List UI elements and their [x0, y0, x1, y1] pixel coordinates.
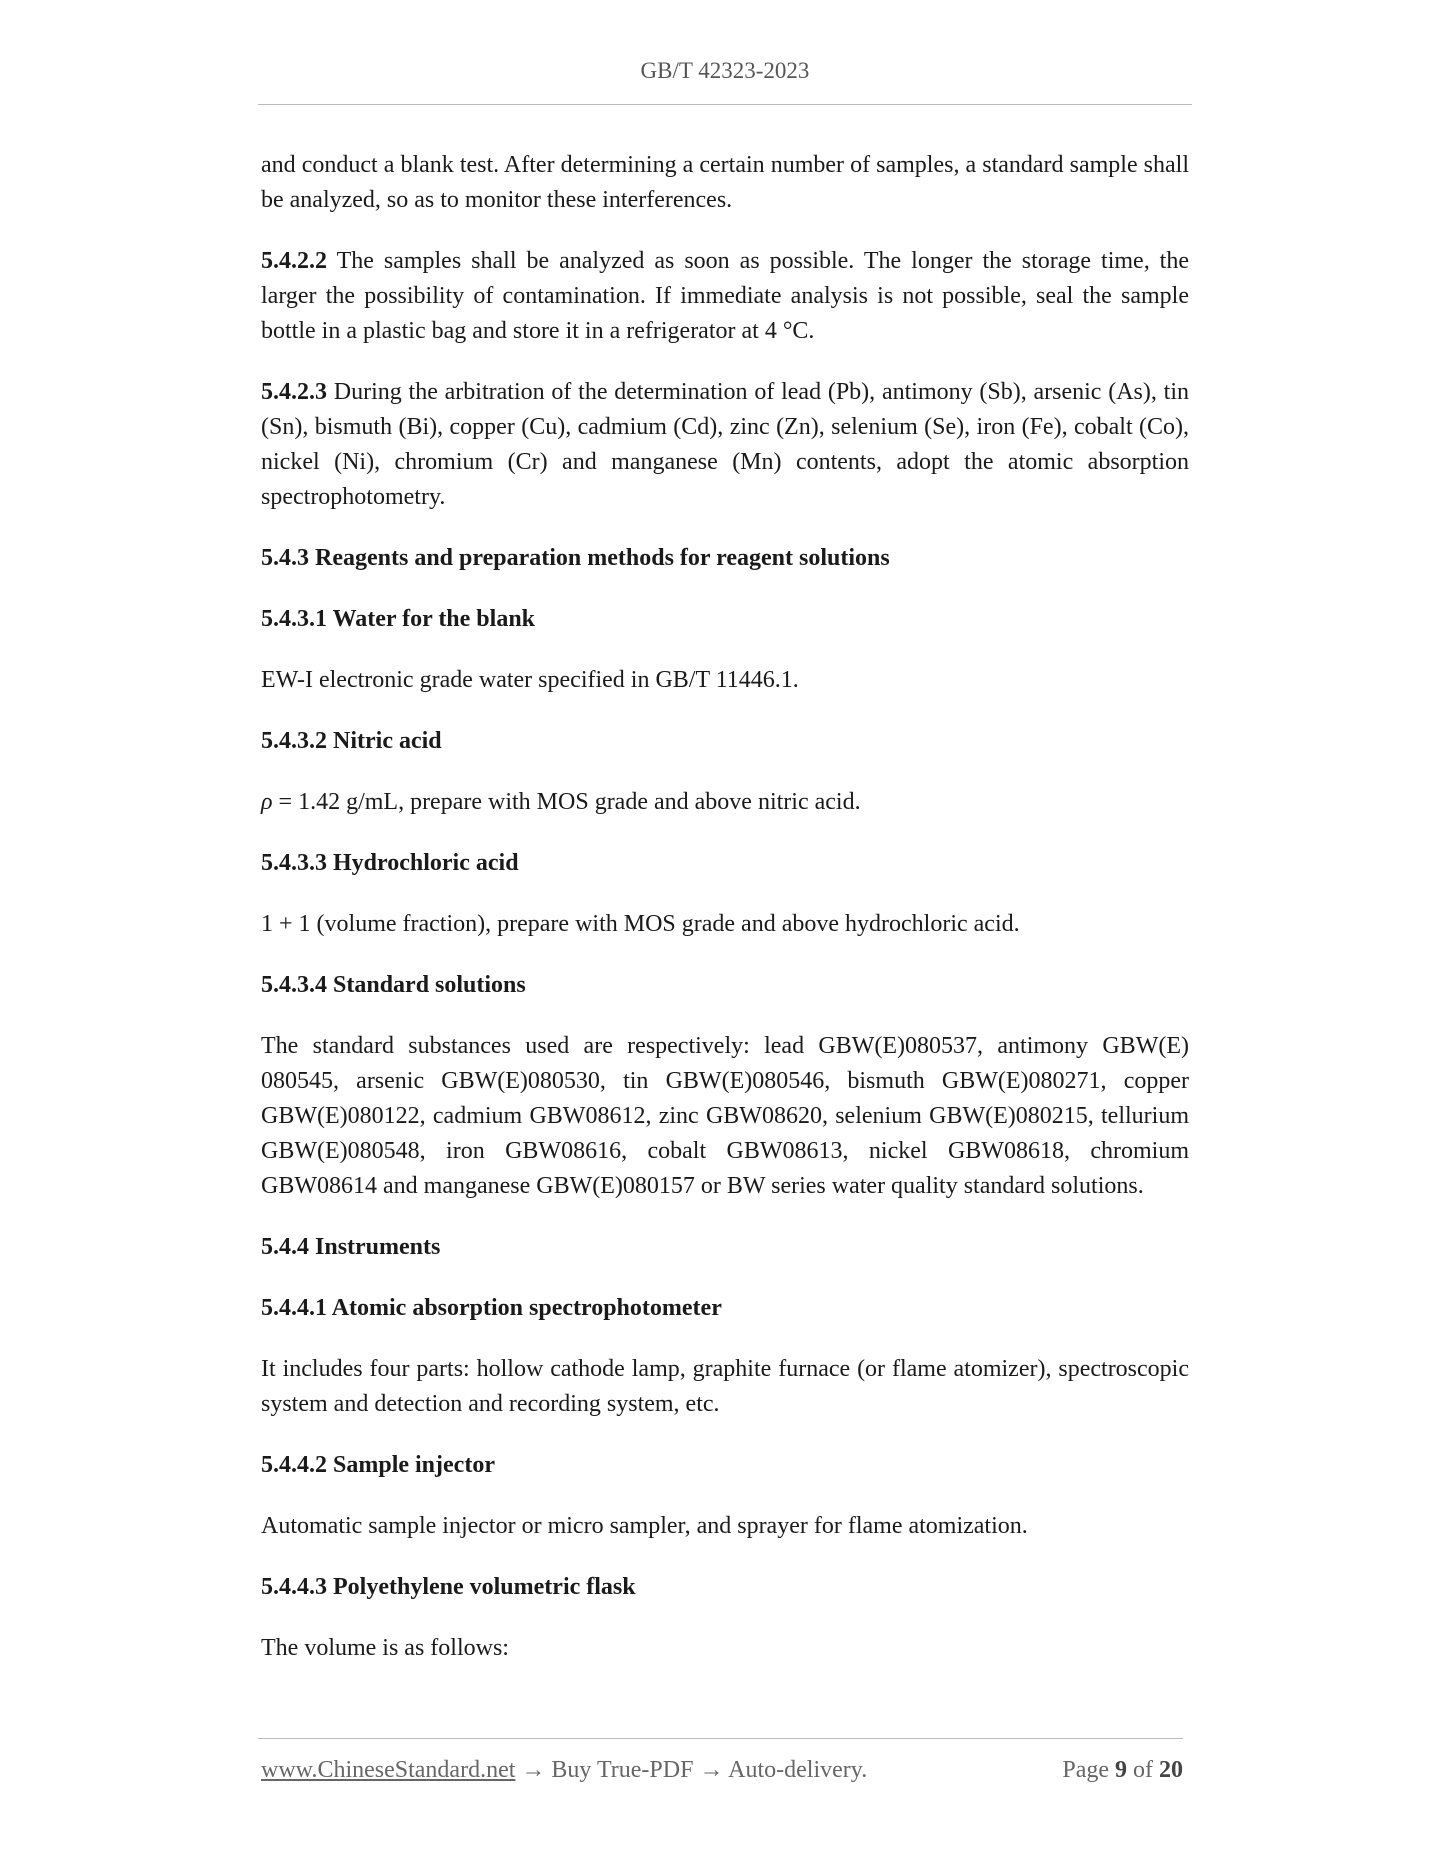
clause-number: 5.4.2.3: [261, 379, 327, 405]
page-current: 9: [1115, 1757, 1127, 1783]
site-link[interactable]: www.ChineseStandard.net: [261, 1757, 516, 1783]
buy-pdf-text: Buy True-PDF: [551, 1757, 694, 1783]
density-symbol: ρ: [261, 789, 273, 815]
heading-5-4-3-3: 5.4.3.3 Hydrochloric acid: [261, 850, 519, 876]
heading-5-4-3-2: 5.4.3.2 Nitric acid: [261, 728, 442, 754]
page-of: of: [1133, 1757, 1153, 1783]
clause-5-4-2-2: [261, 244, 1189, 349]
page-label: Page: [1062, 1757, 1109, 1783]
heading-5-4-4-3: 5.4.4.3 Polyethylene volumetric flask: [261, 1574, 636, 1600]
page-total: 20: [1159, 1757, 1183, 1783]
paragraph-5-4-4-2: Automatic sample injector or micro sampler, and sprayer for flame atomization.: [261, 1513, 1028, 1539]
header-divider: [258, 104, 1192, 105]
heading-5-4-3-4: 5.4.3.4 Standard solutions: [261, 972, 526, 998]
footer-divider: [258, 1738, 1183, 1739]
paragraph-5-4-3-3: 1 + 1 (volume fraction), prepare with MOS grade and above hydrochloric acid.: [261, 911, 1020, 937]
heading-5-4-3-1: 5.4.3.1 Water for the blank: [261, 606, 536, 632]
clause-number: 5.4.2.2: [261, 248, 327, 274]
heading-5-4-3: 5.4.3 Reagents and preparation methods for reagent solutions: [261, 545, 890, 571]
paragraph-continuation: and conduct a blank test. After determining a certain number of samples, a standard sample shall be analyzed, so as to monitor these interferences.: [261, 152, 1189, 213]
heading-5-4-4-1: 5.4.4.1 Atomic absorption spectrophotometer: [261, 1295, 722, 1321]
arrow-right-icon: →: [693, 1757, 729, 1783]
paragraph-5-4-4-1: It includes four parts: hollow cathode lamp, graphite furnace (or flame atomizer), spectroscopic system and detection and recording system, etc.: [261, 1356, 1189, 1417]
paragraph-5-4-3-1: EW-I electronic grade water specified in GB/T 11446.1.: [261, 667, 799, 693]
paragraph-5-4-4-3: The volume is as follows:: [261, 1635, 509, 1661]
clause-5-4-2-3: [261, 375, 1189, 515]
clause-text: During the arbitration of the determination of lead (Pb), antimony (Sb), arsenic (As), tin (Sn), bismuth (Bi), copper (Cu), cadmium (Cd), zinc (Zn), selenium (Se), iron (Fe), cobalt (Co), nickel (Ni), chromium (Cr) and manganese (Mn) contents, adopt the atomic absorption spectrophotometry.: [261, 379, 1190, 510]
paragraph-5-4-3-4: The standard substances used are respectively: lead GBW(E)080537, antimony GBW(E) 080545, arsenic GBW(E)080530, tin GBW(E)080546, bismuth GBW(E)080271, copper GBW(E)080122, cadmium GBW08612, zinc GBW08620, selenium GBW(E)080215, tellurium GBW(E)080548, iron GBW08616, cobalt GBW08613, nickel GBW08618, chromium GBW08614 and manganese GBW(E)080157 or BW series water quality standard solutions.: [261, 1033, 1189, 1199]
paragraph-5-4-3-2: [261, 785, 1189, 820]
density-text: = 1.42 g/mL, prepare with MOS grade and above nitric acid.: [272, 789, 861, 815]
running-header: GB/T 42323-2023: [640, 58, 810, 83]
heading-5-4-4: 5.4.4 Instruments: [261, 1234, 441, 1260]
footer-promo: [261, 1757, 867, 1784]
document-body: [261, 148, 1189, 1692]
clause-text: The samples shall be analyzed as soon as possible. The longer the storage time, the larger the possibility of contamination. If immediate analysis is not possible, seal the sample bottle in a plastic bag and store it in a refrigerator at 4 °C.: [261, 248, 1189, 344]
page-indicator: [1062, 1757, 1183, 1784]
auto-delivery-text: Auto-delivery.: [728, 1757, 868, 1783]
arrow-right-icon: →: [515, 1757, 552, 1783]
heading-5-4-4-2: 5.4.4.2 Sample injector: [261, 1452, 495, 1478]
